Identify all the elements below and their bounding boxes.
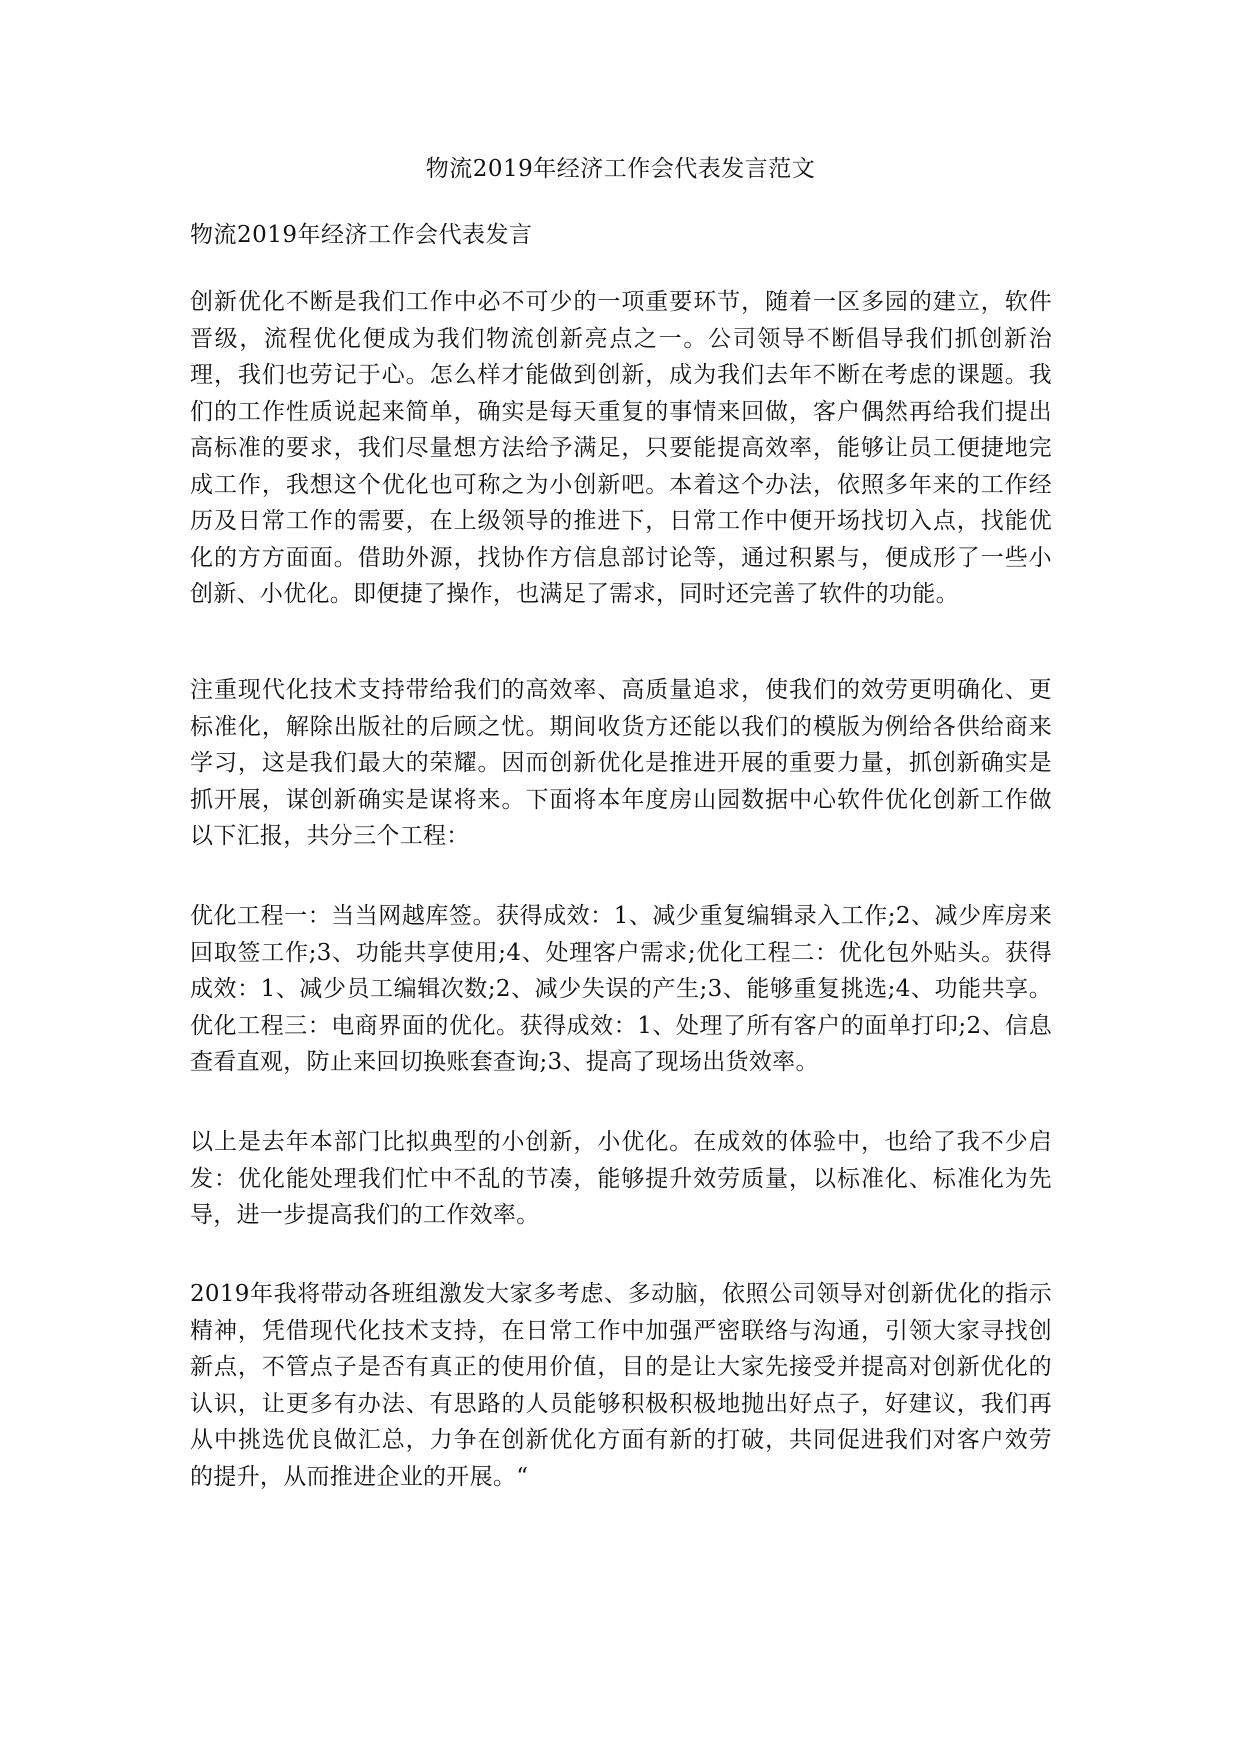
body-paragraph: 以上是去年本部门比拟典型的小创新，小优化。在成效的体验中，也给了我不少启发：优化能处理我们忙中不乱的节凑，能够提升效劳质量，以标准化、标准化为先导，进一步提高我们的工作效率。 bbox=[190, 1129, 1052, 1228]
body-paragraph: 创新优化不断是我们工作中必不可少的一项重要环节，随着一区多园的建立，软件晋级，流程优化便成为我们物流创新亮点之一。公司领导不断倡导我们抓创新治理，我们也劳记于心。怎么样才能做到创新，成为我们去年不断在考虑的课题。我们的工作性质说起来简单，确实是每天重复的事情来回做，客户偶然再给我们提出高标准的要求，我们尽量想方法给予满足，只要能提高效率，能够让员工便捷地完成工作，我想这个优化也可称之为小创新吧。本着这个办法，依照多年来的工作经历及日常工作的需要，在上级领导的推进下，日常工作中便开场找切入点，找能优化的方方面面。借助外源，找协作方信息部讨论等，通过积累与，便成形了一些小创新、小优化。即便捷了操作，也满足了需求，同时还完善了软件的功能。 bbox=[190, 289, 1052, 607]
page-subtitle: 物流2019年经济工作会代表发言 bbox=[190, 222, 533, 248]
body-paragraph: 注重现代化技术支持带给我们的高效率、高质量追求，使我们的效劳更明确化、更标准化，解除出版社的后顾之忧。期间收货方还能以我们的模版为例给各供给商来学习，这是我们最大的荣耀。因而创新优化是推进开展的重要力量，抓创新确实是抓开展，谋创新确实是谋将来。下面将本年度房山园数据中心软件优化创新工作做以下汇报，共分三个工程： bbox=[190, 677, 1052, 849]
body-paragraph: 优化工程一：当当网越库签。获得成效：1、减少重复编辑录入工作;2、减少库房来回取签工作;3、功能共享使用;4、处理客户需求;优化工程二：优化包外贴头。获得成效：1、减少员工编辑次数;2、减少失误的产生;3、能够重复挑选;4、功能共享。优化工程三：电商界面的优化。获得成效：1、处理了所有客户的面单打印;2、信息查看直观，防止来回切换账套查询;3、提高了现场出货效率。 bbox=[190, 903, 1052, 1075]
body-paragraph: 2019年我将带动各班组激发大家多考虑、多动脑，依照公司领导对创新优化的指示精神，凭借现代化技术支持，在日常工作中加强严密联络与沟通，引领大家寻找创新点，不管点子是否有真正的使用价值，目的是让大家先接受并提高对创新优化的认识，让更多有办法、有思路的人员能够积极积极地抛出好点子，好建议，我们再从中挑选优良做汇总，力争在创新优化方面有新的打破，共同促进我们对客户效劳的提升，从而推进企业的开展。“ bbox=[190, 1281, 1052, 1490]
page-title: 物流2019年经济工作会代表发言范文 bbox=[425, 156, 816, 182]
